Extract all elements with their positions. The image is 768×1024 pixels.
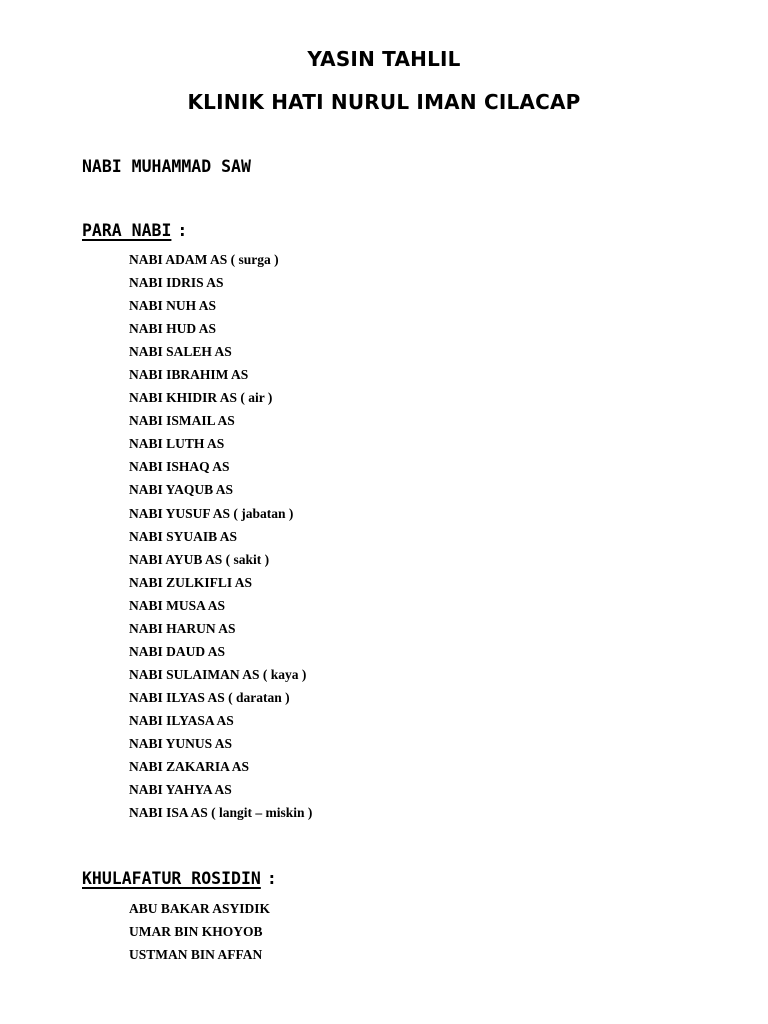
list-item-text: NABI ZAKARIA AS [129,759,250,775]
heading-para-nabi [82,221,187,240]
heading-khulafatur-rosidin [82,869,277,888]
list-item-text: NABI ADAM AS ( surga ) [129,252,279,267]
list-item-text: NABI DAUD AS [129,643,226,659]
document-title: YASIN TAHLIL [307,47,461,71]
list-item-text: NABI IDRIS AS [129,275,224,291]
list-item-text: NABI ISA AS ( langit – miskin ) [129,805,313,821]
heading-colon: : [266,869,277,888]
heading-colon: : [177,221,188,240]
list-item-text: NABI HUD AS [129,321,217,337]
heading-nabi-muhammad: NABI MUHAMMAD SAW [82,157,251,176]
list-item-text: NABI AYUB AS ( sakit ) [129,551,270,567]
list-item-text: ABU BAKAR ASYIDIK [129,901,271,916]
list-item-text: NABI ILYASA AS [129,712,234,728]
heading-khulafatur-label: KHULAFATUR ROSIDIN [82,869,261,888]
heading-para-nabi-label: PARA NABI [82,221,172,240]
list-item-text: NABI YUNUS AS [129,735,233,751]
list-item-text: NABI HARUN AS [129,620,236,636]
list-item-text: NABI LUTH AS [129,436,225,452]
list-item-text: NABI YAHYA AS [129,782,232,798]
list-item-text: NABI NUH AS [129,298,217,314]
list-item-text: NABI ISHAQ AS [129,459,230,475]
list-item-text: NABI SYUAIB AS [129,528,238,544]
list-item-text: NABI YAQUB AS [129,482,234,498]
list-item-text: NABI ISMAIL AS [129,413,235,429]
list-item-text: USTMAN BIN AFFAN [129,947,263,963]
document-subtitle: KLINIK HATI NURUL IMAN CILACAP [187,90,581,114]
list-item-text: NABI SULAIMAN AS ( kaya ) [129,666,307,682]
list-item-text: UMAR BIN KHOYOB [129,924,263,940]
list-item-text: NABI MUSA AS [129,597,226,613]
list-item-text: NABI YUSUF AS ( jabatan ) [129,505,294,521]
list-item-text: NABI KHIDIR AS ( air ) [129,390,273,406]
list-item-text: NABI SALEH AS [129,344,232,360]
list-item-text: NABI ILYAS AS ( daratan ) [129,689,290,705]
list-item-text: NABI IBRAHIM AS [129,367,249,383]
list-item-text: NABI ZULKIFLI AS [129,574,253,590]
